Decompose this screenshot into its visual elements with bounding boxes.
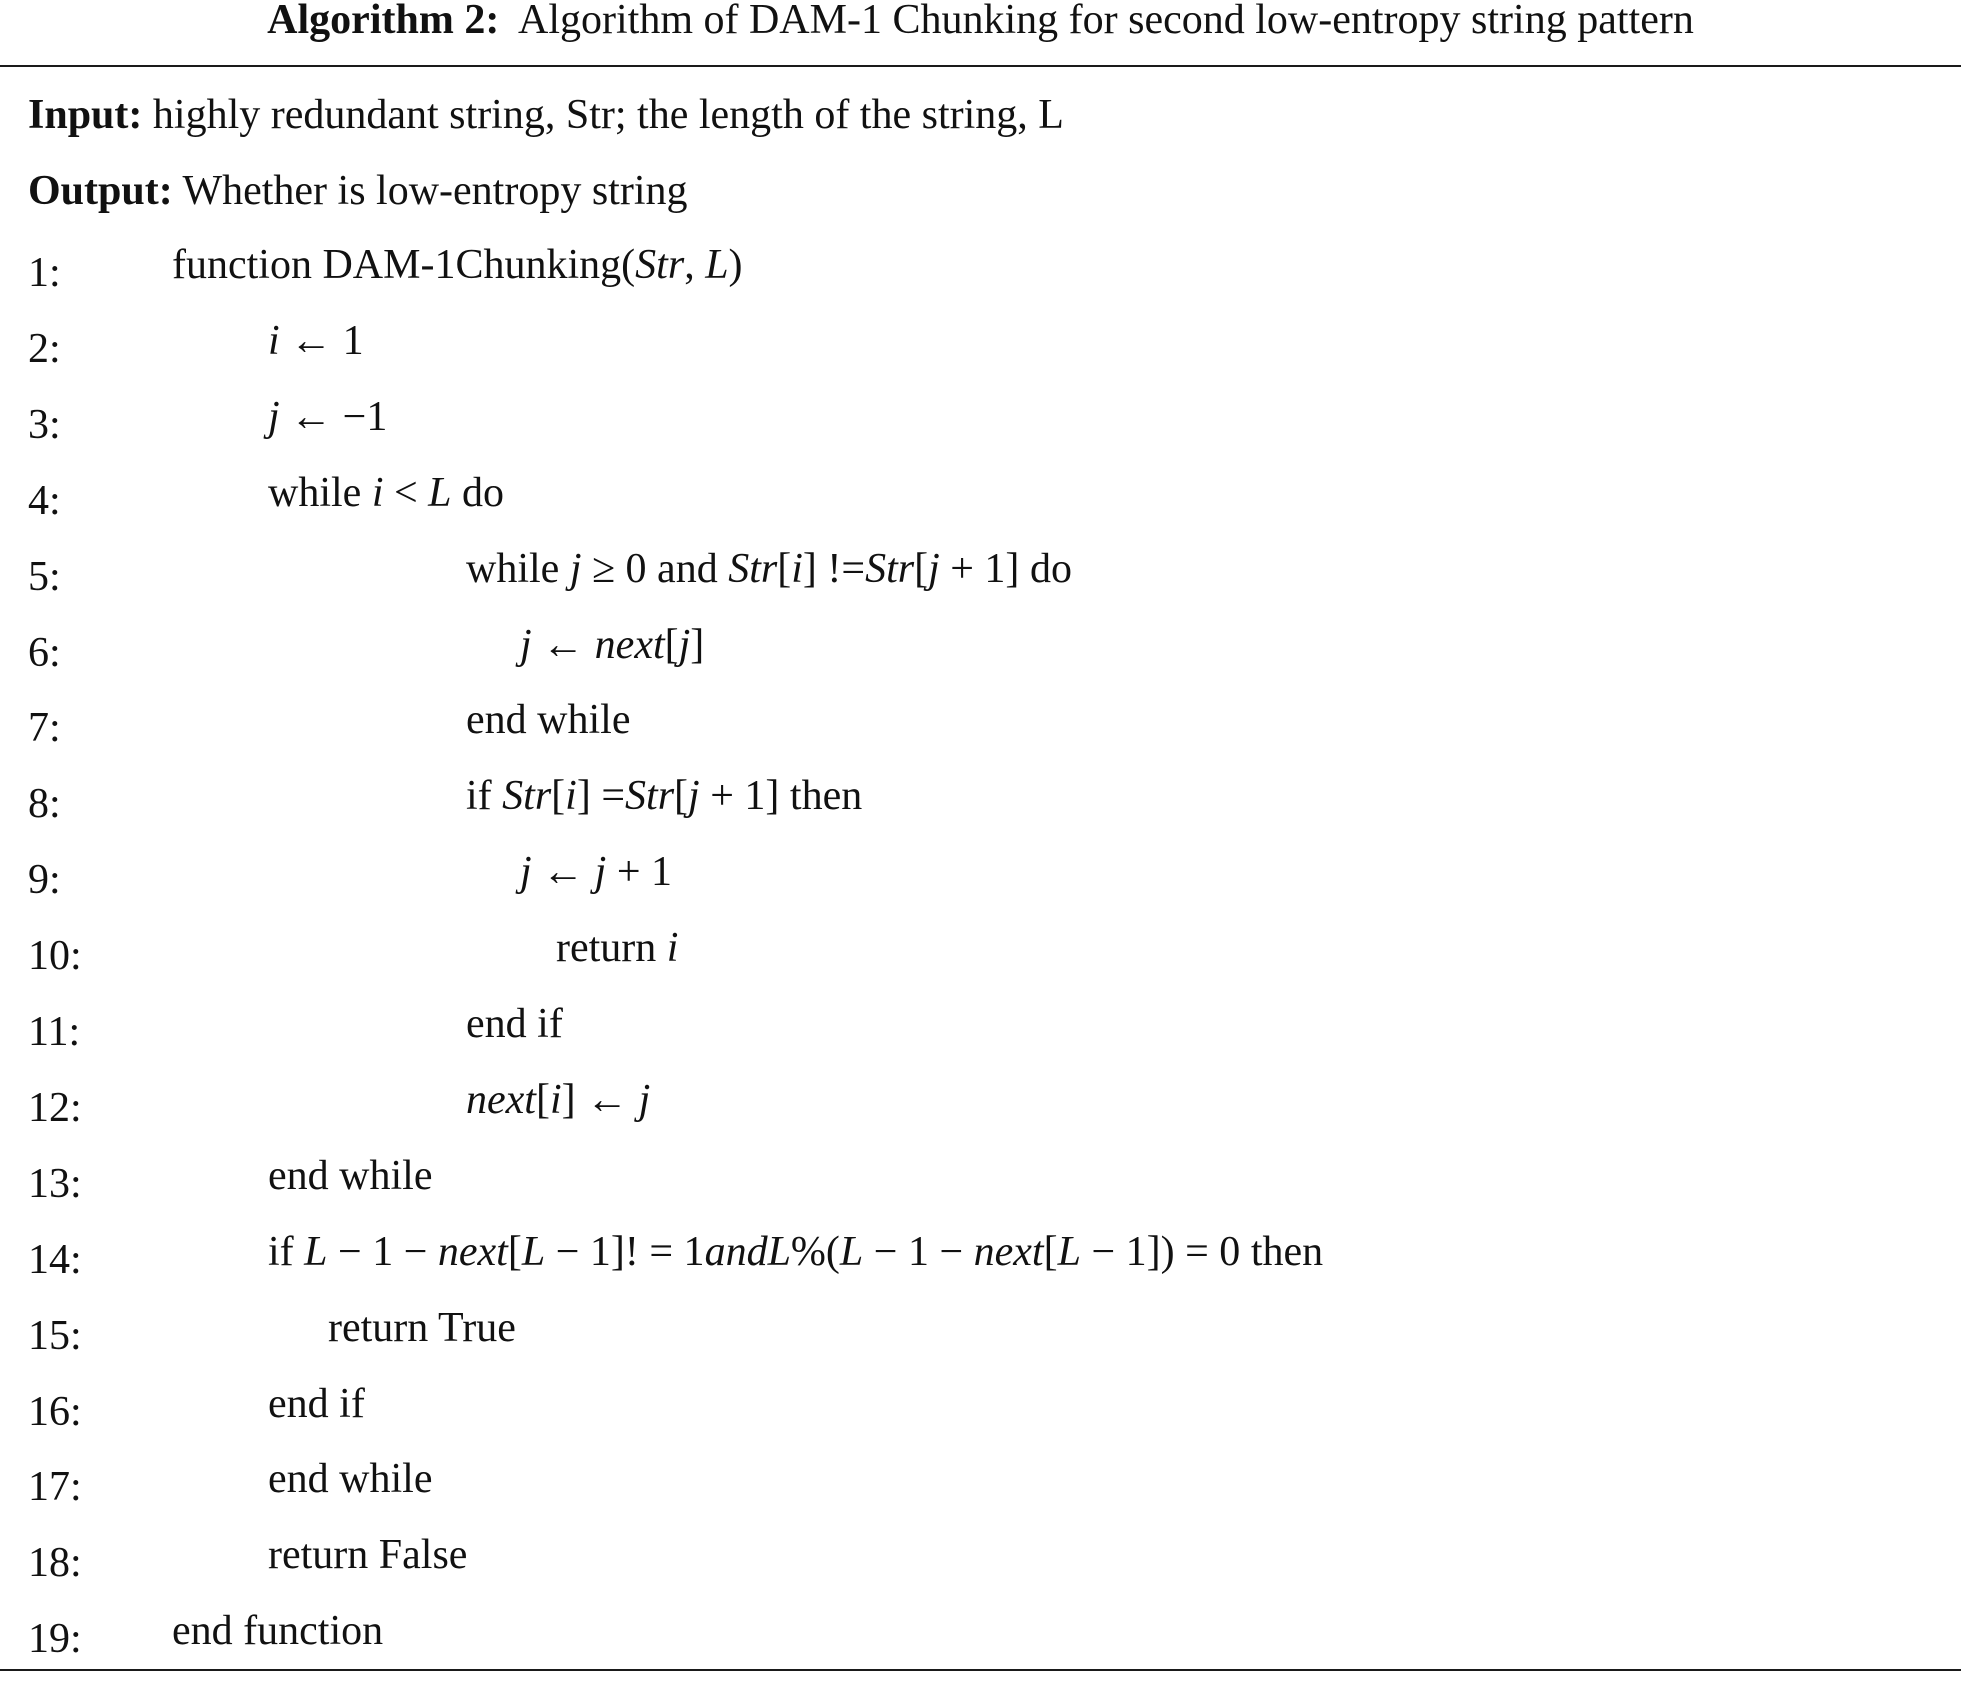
line-code: return True — [328, 1304, 516, 1351]
bottom-rule — [0, 1669, 1961, 1671]
output-label: Output: — [28, 168, 173, 214]
input-label: Input: — [28, 92, 143, 138]
line-code: next[i] ← j — [466, 1076, 651, 1123]
pseudocode-line — [0, 620, 1961, 696]
line-number: 8: — [28, 781, 61, 828]
pseudocode-line — [0, 468, 1961, 544]
input-spec — [28, 90, 1064, 140]
line-code: if Str[i] =Str[j + 1] then — [466, 773, 863, 820]
line-number: 3: — [28, 401, 61, 448]
line-number: 18: — [28, 1540, 82, 1587]
line-number: 19: — [28, 1616, 82, 1663]
pseudocode-line — [0, 999, 1961, 1075]
pseudocode-line — [0, 923, 1961, 999]
line-code: end while — [268, 1152, 433, 1199]
line-code: return i — [556, 925, 679, 972]
caption-label: Algorithm 2: — [267, 0, 500, 43]
line-number: 14: — [28, 1236, 82, 1283]
algorithm-caption — [0, 0, 1961, 44]
line-number: 10: — [28, 933, 82, 980]
line-number: 15: — [28, 1312, 82, 1359]
line-code: function DAM-1Chunking(Str, L) — [172, 242, 743, 288]
line-number: 7: — [28, 705, 61, 752]
pseudocode-line — [0, 544, 1961, 620]
pseudocode-line — [0, 695, 1961, 771]
output-text: Whether is low-entropy string — [182, 168, 688, 214]
line-number: 11: — [28, 1009, 81, 1055]
top-rule — [0, 65, 1961, 67]
line-code: i ← 1 — [268, 317, 364, 364]
pseudocode-line — [0, 1379, 1961, 1455]
line-code: end if — [268, 1380, 365, 1427]
line-number: 9: — [28, 857, 61, 904]
line-code: j ← −1 — [268, 393, 388, 440]
line-number: 1: — [28, 250, 61, 296]
pseudocode-line — [0, 1075, 1961, 1151]
line-code: j ← j + 1 — [520, 849, 673, 896]
line-code: end while — [268, 1456, 433, 1503]
pseudocode-line — [0, 771, 1961, 847]
line-code: end if — [466, 1001, 563, 1047]
pseudocode-line — [0, 1227, 1961, 1303]
output-spec — [28, 166, 688, 216]
line-code: end while — [466, 697, 631, 744]
line-number: 16: — [28, 1388, 82, 1435]
pseudocode-line — [0, 1151, 1961, 1227]
line-number: 12: — [28, 1084, 82, 1131]
line-number: 13: — [28, 1160, 82, 1207]
pseudocode-line — [0, 392, 1961, 468]
line-code: while j ≥ 0 and Str[i] !=Str[j + 1] do — [466, 545, 1072, 592]
line-number: 5: — [28, 553, 61, 600]
line-code: return False — [268, 1532, 468, 1579]
line-number: 2: — [28, 325, 61, 372]
line-code: end function — [172, 1608, 384, 1655]
pseudocode-line — [0, 316, 1961, 392]
line-code: while i < L do — [268, 469, 505, 516]
pseudocode-line — [0, 240, 1961, 316]
input-text: highly redundant string, Str; the length of the string, L — [152, 92, 1064, 138]
line-number: 4: — [28, 477, 61, 524]
pseudocode-line — [0, 1530, 1961, 1606]
line-number: 6: — [28, 629, 61, 676]
caption-title: Algorithm of DAM-1 Chunking for second low-entropy string pattern — [518, 0, 1694, 43]
pseudocode-line — [0, 1303, 1961, 1379]
line-code: if L − 1 − next[L − 1]! = 1andL%(L − 1 − next[L − 1]) = 0 then — [268, 1228, 1324, 1275]
pseudocode-line — [0, 847, 1961, 923]
line-number: 17: — [28, 1464, 82, 1511]
pseudocode-line — [0, 1454, 1961, 1530]
line-code: j ← next[j] — [520, 621, 705, 668]
